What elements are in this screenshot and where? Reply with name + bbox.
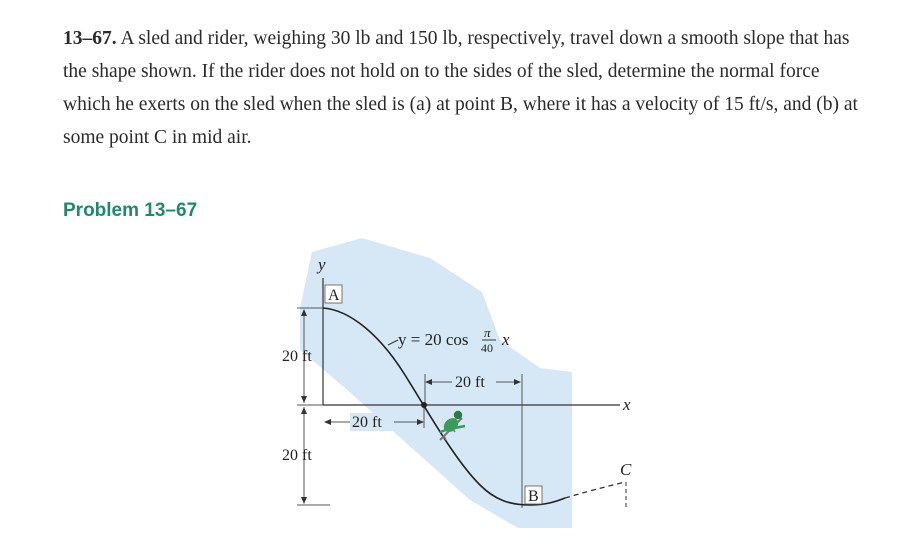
- dim-left-width-arrow-l: [324, 419, 331, 425]
- width-right-label: 20 ft: [455, 374, 485, 391]
- height-top-label: 20 ft: [282, 348, 312, 365]
- inflection-point: [421, 402, 427, 408]
- x-axis-label: x: [623, 395, 631, 414]
- problem-text: A sled and rider, weighing 30 lb and 150 lb, respectively, travel down a smooth slope that has the shape shown. If the rider does not hold on to the sides of the sled, determine the normal force which he exerts on the sled when the sled is (a) at point B, where it has a velocity of 15 ft/s, and (b) at some point C in mid air.: [63, 28, 858, 148]
- point-b-label: B: [528, 488, 539, 505]
- trajectory-dashed: [565, 482, 625, 498]
- point-a-label: A: [328, 287, 340, 304]
- dim-top-arrow-down: [301, 396, 307, 403]
- point-c-label: C: [620, 460, 632, 479]
- figure-heading: Problem 13–67: [63, 200, 198, 221]
- background-region: [300, 238, 572, 528]
- equation-denominator: 40: [481, 341, 493, 355]
- dim-bottom-arrow-down: [301, 497, 307, 504]
- equation-prefix: y = 20 cos: [398, 330, 469, 349]
- height-bottom-label: 20 ft: [282, 447, 312, 464]
- width-left-label: 20 ft: [352, 414, 382, 431]
- equation-numerator: π: [484, 325, 491, 340]
- problem-number: 13–67.: [63, 28, 117, 49]
- dim-bottom-arrow-up: [301, 407, 307, 414]
- y-axis-label: y: [318, 255, 326, 274]
- equation-variable: x: [502, 330, 510, 349]
